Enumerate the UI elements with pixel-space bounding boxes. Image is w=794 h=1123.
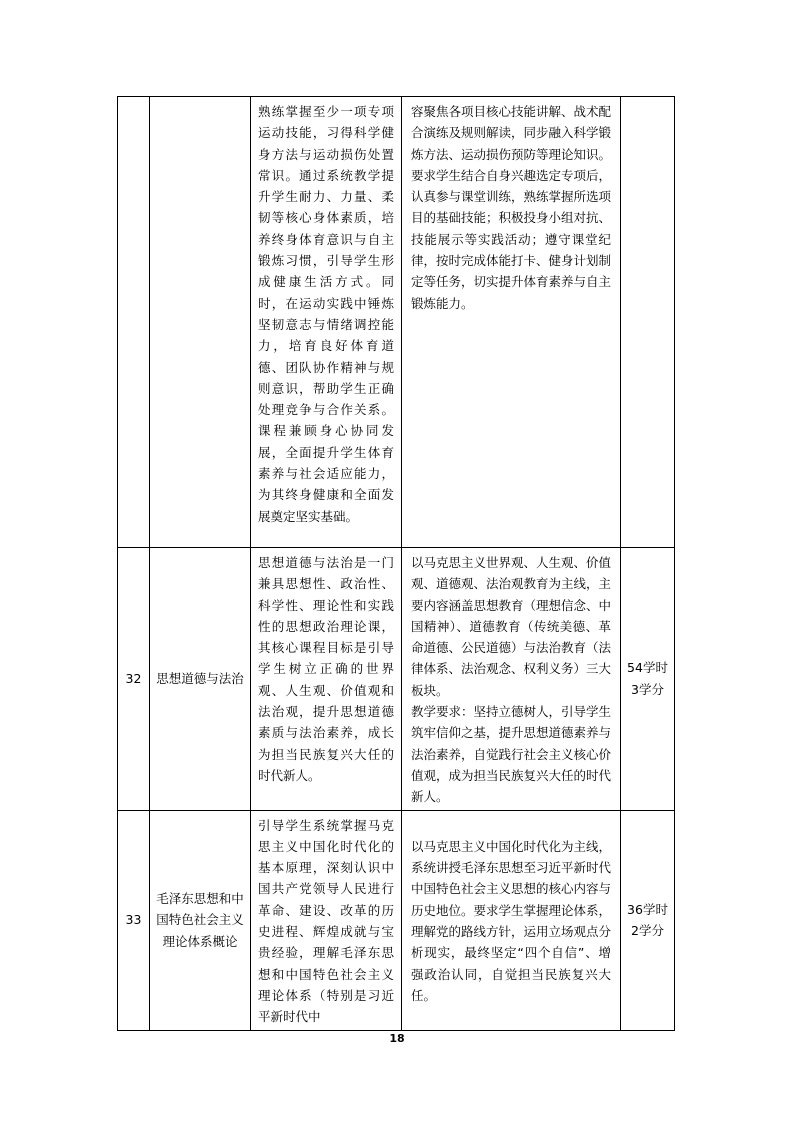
- course-goal-cell: 引导学生系统掌握马克思主义中国化时代化的基本原理，深刻认识中国共产党领导人民进行革命、建设、改革的历史进程、辉煌成就与宝贵经验，理解毛泽东思想和中国特色社会主义理论体系（特别是习近平新时代中: [251, 810, 402, 1030]
- hours-credits-cell: [621, 548, 675, 811]
- content-paragraph: 容聚焦各项目核心技能讲解、战术配合演练及规则解读，同步融入科学锻炼方法、运动损伤预防等理论知识。: [411, 104, 612, 162]
- content-paragraph: 教学要求：坚持立德树人，引导学生筑牢信仰之基，提升思想道德素养与法治素养，自觉践行社会主义核心价值观，成为担当民族复兴大任的时代新人。: [411, 704, 612, 805]
- course-content-cell: [402, 810, 621, 1030]
- row-number-cell: 33: [118, 810, 150, 1030]
- course-credits: 3学分: [631, 681, 664, 697]
- course-credits: 2学分: [631, 923, 664, 939]
- page-number: 18: [389, 1032, 405, 1045]
- table-row-continued: [118, 97, 675, 548]
- table-row-32: [118, 548, 675, 811]
- hours-credits-cell: [621, 810, 675, 1030]
- course-name-cell: [150, 97, 251, 548]
- course-table: [117, 96, 675, 1031]
- course-name-cell: 思想道德与法治: [150, 548, 251, 811]
- course-name-cell: 毛泽东思想和中国特色社会主义理论体系概论: [150, 810, 251, 1030]
- row-number-cell: 32: [118, 548, 150, 811]
- table-row-33: [118, 810, 675, 1030]
- course-hours: 36学时: [627, 901, 668, 917]
- row-number-cell: [118, 97, 150, 548]
- content-paragraph: 以马克思主义中国化时代化为主线，系统讲授毛泽东思想至习近平新时代中国特色社会主义思想的核心内容与历史地位。要求学生掌握理论体系，理解党的路线方针，运用立场观点分析现实，最终坚定“四个自信”、增强政治认同，自觉担当民族复兴大任。: [411, 838, 612, 1003]
- content-paragraph: 要求学生结合自身兴趣选定专项后，认真参与课堂训练，熟练掌握所选项目的基础技能；积极投身小组对抗、技能展示等实践活动；遵守课堂纪律，按时完成体能打卡、健身计划制定等任务，切实提升体育素养与自主锻炼能力。: [411, 167, 612, 311]
- course-content-cell: [402, 548, 621, 811]
- content-paragraph: 以马克思主义世界观、人生观、价值观、道德观、法治观教育为主线，主要内容涵盖思想教育（理想信念、中国精神）、道德教育（传统美德、革命道德、公民道德）与法治教育（法律体系、法治观念、权利义务）三大板块。: [411, 555, 612, 698]
- course-content-cell: [402, 97, 621, 548]
- course-goal-cell: 思想道德与法治是一门兼具思想性、政治性、科学性、理论性和实践性的思想政治理论课，其核心课程目标是引导学生树立正确的世界观、人生观、价值观和法治观，提升思想道德素质与法治素养，成长为担当民族复兴大任的时代新人。: [251, 548, 402, 811]
- course-hours: 54学时: [627, 660, 668, 676]
- course-goal-cell: 熟练掌握至少一项专项运动技能，习得科学健身方法与运动损伤处置常识。通过系统教学提升学生耐力、力量、柔韧等核心身体素质，培养终身体育意识与自主锻炼习惯，引导学生形成健康生活方式。同时，在运动实践中锤炼坚韧意志与情绪调控能力，培育良好体育道德、团队协作精神与规则意识，帮助学生正确处理竞争与合作关系。课程兼顾身心协同发展，全面提升学生体育素养与社会适应能力，为其终身健康和全面发展奠定坚实基础。: [251, 97, 402, 548]
- hours-credits-cell: [621, 97, 675, 548]
